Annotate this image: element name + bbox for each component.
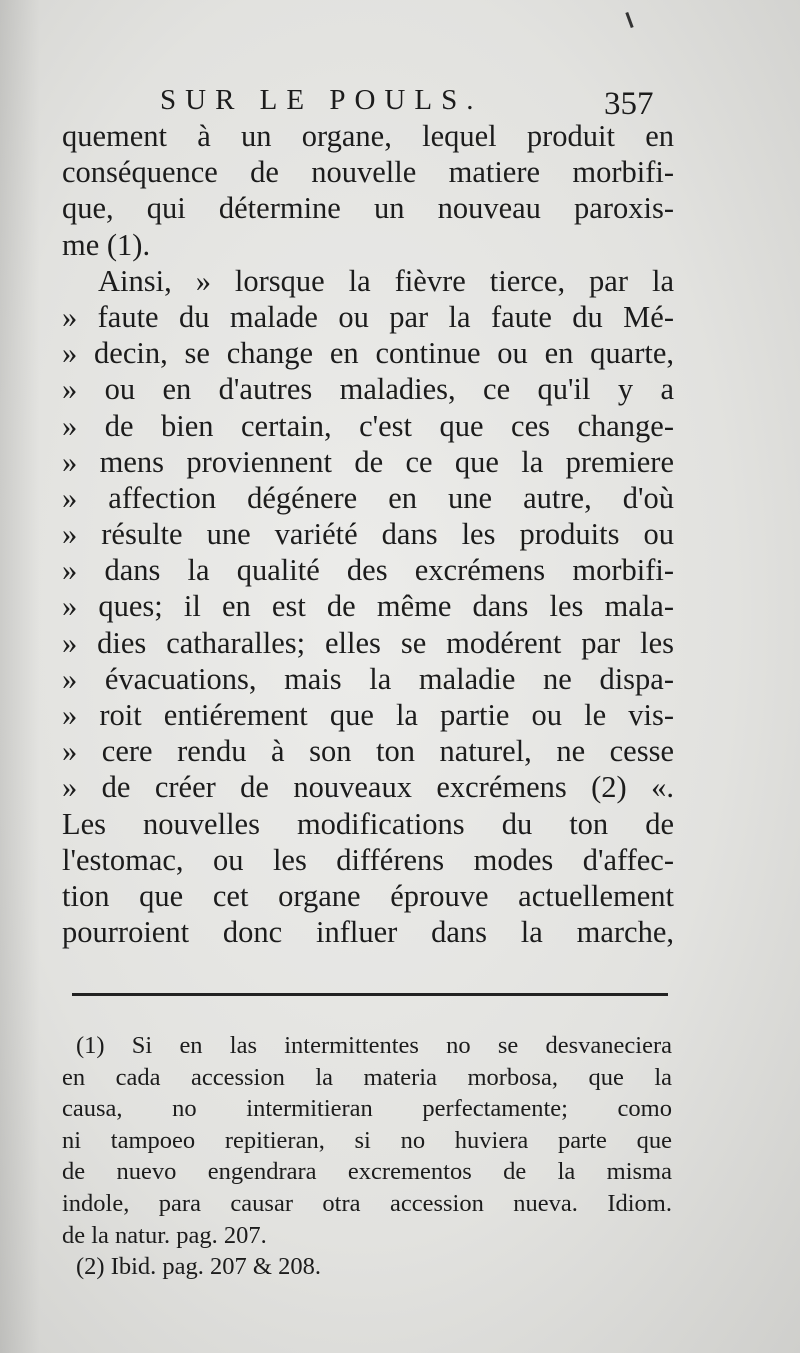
text-line: » faute du malade ou par la faute du Mé- [62, 299, 674, 334]
text-line: » résulte une variété dans les produits ou [62, 517, 674, 552]
text-line: » roit entiérement que la partie ou le vis- [62, 698, 674, 732]
ink-mark [625, 12, 633, 28]
text-line: » de créer de nouveaux excrémens (2) «. [62, 770, 674, 805]
text-line: » dans la qualité des excrémens morbifi- [62, 553, 674, 588]
text-line: conséquence de nouvelle matiere morbifi- [62, 155, 674, 190]
text-line: Ainsi, » lorsque la fièvre tierce, par la [98, 263, 674, 298]
main-text [62, 118, 674, 950]
text-line: que, qui détermine un nouveau paroxis- [62, 191, 674, 226]
text-line: » ou en d'autres maladies, ce qu'il y a [62, 372, 674, 407]
text-line: » dies catharalles; elles se modérent par les [62, 625, 674, 660]
footnote-line: indole, para causar otra accession nueva. Idiom. [62, 1189, 672, 1217]
text-line: » ques; il en est de même dans les mala- [62, 589, 674, 624]
footnote-line: causa, no intermitieran perfectamente; como [62, 1095, 672, 1123]
page-edge-shadow [0, 0, 40, 1353]
text-line: quement à un organe, lequel produit en [62, 119, 674, 153]
text-line: » cere rendu à son ton naturel, ne cesse [62, 734, 674, 769]
text-line: » affection dégénere en une autre, d'où [62, 480, 674, 515]
footnote-line: (1) Si en las intermittentes no se desvaneciera [76, 1032, 672, 1059]
text-line: me (1). [62, 227, 151, 262]
footnotes [62, 1030, 672, 1283]
running-title: SUR LE POULS. [160, 84, 483, 116]
text-line: pourroient donc influer dans la marche, [62, 915, 674, 950]
footnote-line: ni tampoeo repitieran, si no huviera parte que [62, 1126, 672, 1154]
footnote-line: (2) Ibid. pag. 207 & 208. [76, 1253, 321, 1281]
text-line: » mens proviennent de ce que la premiere [62, 444, 674, 479]
text-line: tion que cet organe éprouve actuellement [62, 878, 674, 913]
footnote-line: en cada accession la materia morbosa, que la [62, 1063, 672, 1091]
text-line: l'estomac, ou les différens modes d'affec- [62, 842, 674, 877]
text-line: Les nouvelles modifications du ton de [62, 806, 674, 841]
text-line: » decin, se change en continue ou en quarte, [62, 336, 674, 371]
page-number: 357 [604, 86, 654, 122]
footnote-divider [72, 993, 668, 996]
footnote-line: de nuevo engendrara excrementos de la misma [62, 1158, 672, 1186]
text-line: » de bien certain, c'est que ces change- [62, 408, 674, 443]
footnote-line: de la natur. pag. 207. [62, 1221, 267, 1249]
text-line: » évacuations, mais la maladie ne dispa- [62, 661, 674, 696]
